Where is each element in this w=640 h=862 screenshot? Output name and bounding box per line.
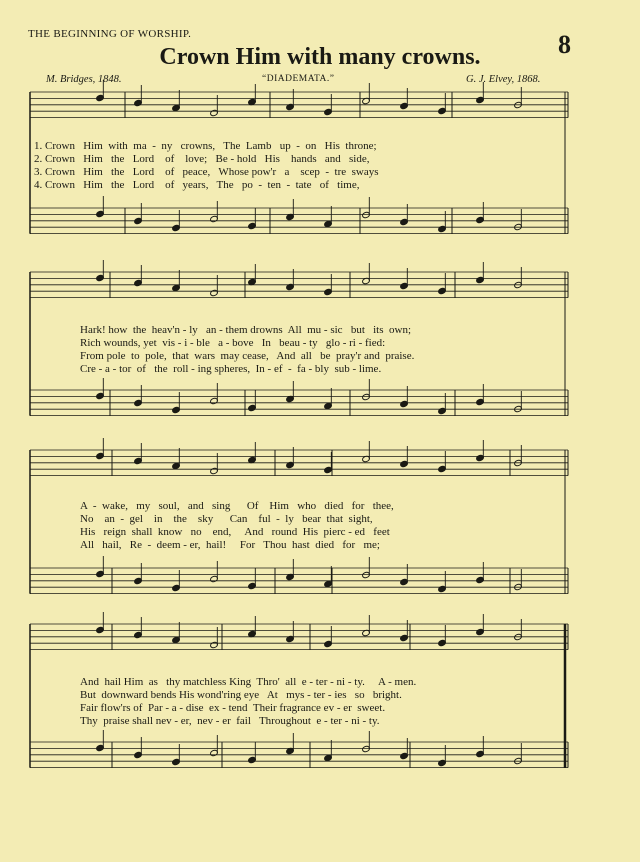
lyric-line: Fair flow'rs of Par - a - dise ex - tend Their fragrance ev - er sweet. bbox=[80, 702, 386, 714]
hymn-author: M. Bridges, 1848. bbox=[46, 74, 122, 85]
lyric-line: His reign shall know no end, And round His pierc - ed feet bbox=[80, 526, 390, 538]
lyrics-system-4 bbox=[80, 676, 620, 728]
section-header: THE BEGINNING OF WORSHIP. bbox=[28, 28, 192, 40]
lyric-line: 2. Crown Him the Lord of love; Be - hold His hands and side, bbox=[34, 153, 370, 165]
lyric-line: But downward bends His wond'ring eye At mys - ter - ies so bright. bbox=[80, 689, 402, 701]
lyric-line: A - wake, my soul, and sing Of Him who died for thee, bbox=[80, 500, 394, 512]
hymn-title: Crown Him with many crowns. bbox=[159, 44, 481, 70]
lyric-line: Thy praise shall nev - er, nev - er fail Throughout e - ter - ni - ty. bbox=[80, 715, 380, 727]
lyric-line: 1. Crown Him with ma - ny crowns, The Lamb up - on His throne; bbox=[34, 140, 377, 152]
hymn-composer: G. J. Elvey, 1868. bbox=[466, 74, 541, 85]
lyrics-system-2 bbox=[80, 324, 620, 376]
tune-name: “DIADEMATA.” bbox=[262, 74, 335, 84]
lyric-line: All hail, Re - deem - er, hail! For Thou hast died for me; bbox=[80, 539, 380, 551]
lyrics-system-1 bbox=[34, 140, 574, 192]
lyric-line: Cre - a - tor of the roll - ing spheres, In - ef - fa - bly sub - lime. bbox=[80, 363, 382, 375]
lyrics-system-3 bbox=[80, 500, 620, 552]
lyric-line: 3. Crown Him the Lord of peace, Whose pow'r a scep - tre sways bbox=[34, 166, 379, 178]
page-number: 8 bbox=[558, 30, 571, 59]
lyric-line: And hail Him as thy matchless King Thro' all e - ter - ni - ty. A - men. bbox=[80, 676, 417, 688]
lyric-line: Hark! how the heav'n - ly an - them drowns All mu - sic but its own; bbox=[80, 324, 412, 336]
lyric-line: From pole to pole, that wars may cease, And all be pray'r and praise. bbox=[80, 350, 415, 362]
lyric-line: No an - gel in the sky Can ful - ly bear that sight, bbox=[80, 513, 373, 525]
lyric-line: Rich wounds, yet vis - i - ble a - bove In beau - ty glo - ri - fied: bbox=[80, 337, 386, 349]
lyric-line: 4. Crown Him the Lord of years, The po - ten - tate of time, bbox=[34, 179, 360, 191]
